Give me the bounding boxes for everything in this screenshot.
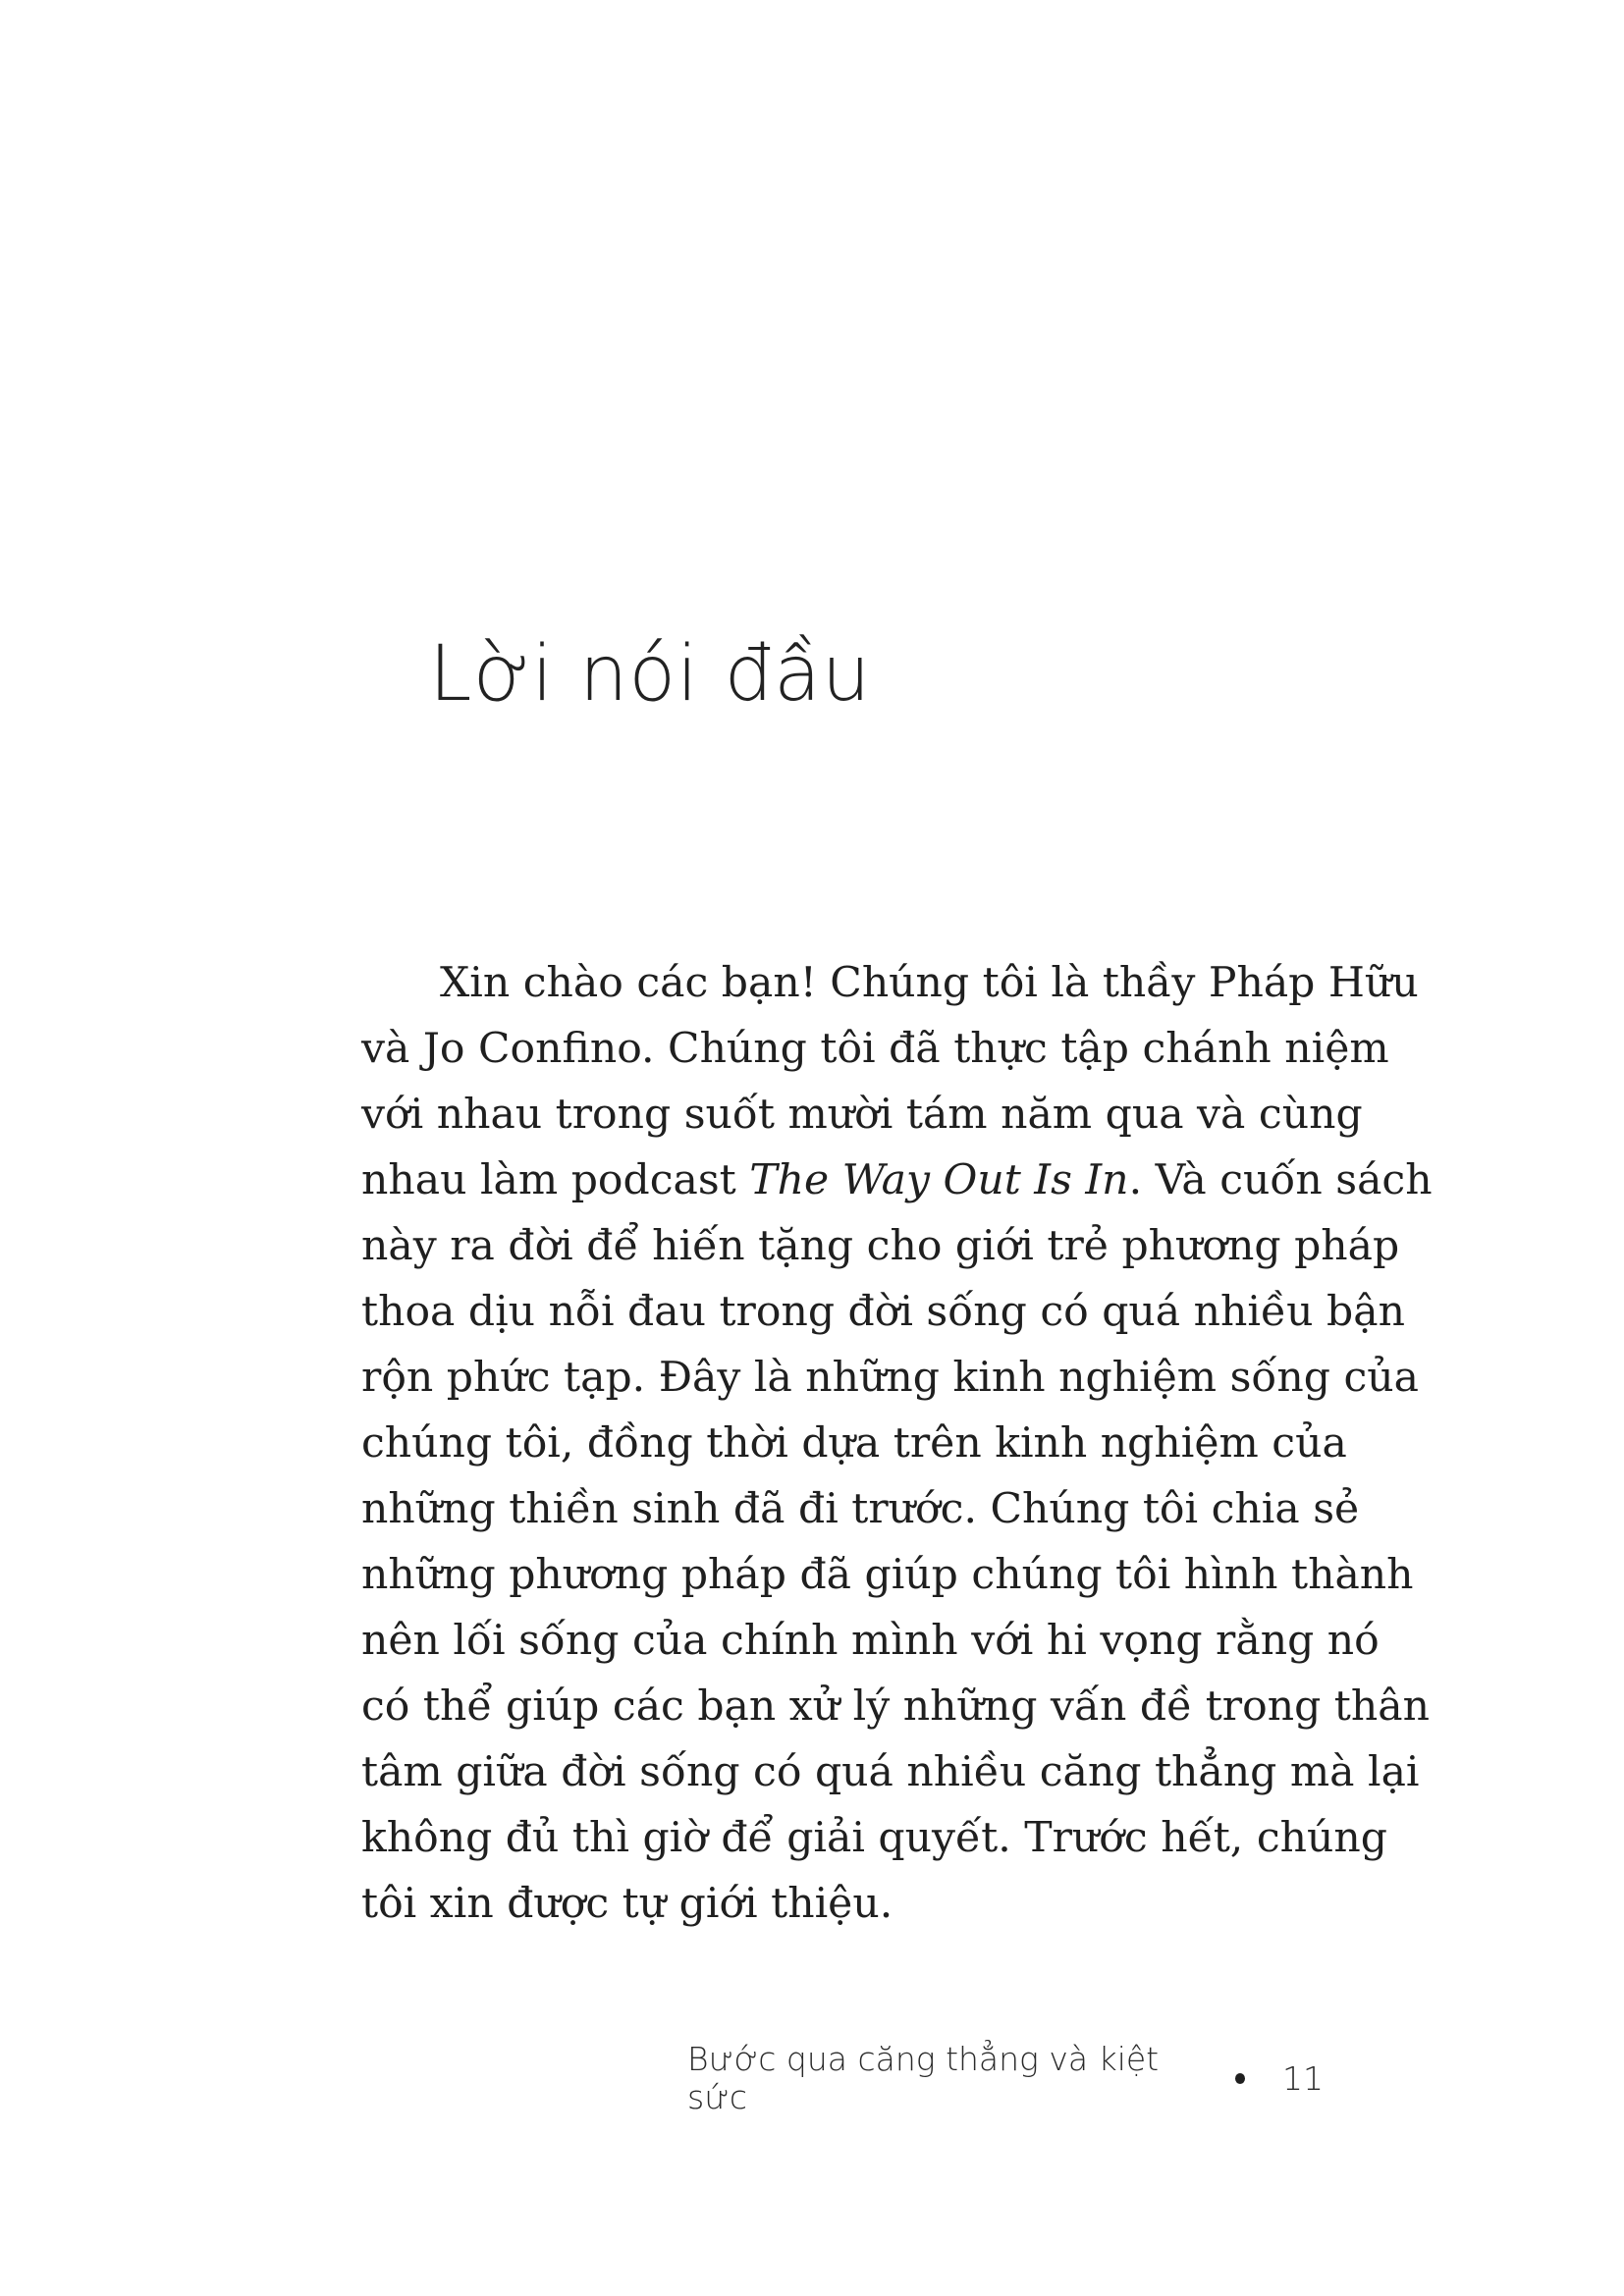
body-line: thoa dịu nỗi đau trong đời sống có quá nhiều bận (361, 1288, 1405, 1336)
body-text-segment: nhau làm podcast (361, 1156, 750, 1204)
chapter-title: Lời nói đầu (429, 630, 872, 719)
body-line: tôi xin được tự giới thiệu. (361, 1880, 893, 1928)
body-paragraph (361, 950, 1433, 1937)
body-line: nên lối sống của chính mình với hi vọng rằng nó (361, 1617, 1380, 1665)
page-footer (687, 2040, 1324, 2116)
podcast-title: The Way Out Is In (749, 1156, 1129, 1204)
body-line: với nhau trong suốt mười tám năm qua và cùng (361, 1091, 1363, 1139)
body-line: chúng tôi, đồng thời dựa trên kinh nghiệm của (361, 1419, 1347, 1468)
body-line: tâm giữa đời sống có quá nhiều căng thẳng mà lại (361, 1748, 1420, 1796)
body-line: này ra đời để hiến tặng cho giới trẻ phương pháp (361, 1222, 1400, 1270)
body-line: rộn phức tạp. Đây là những kinh nghiệm sống của (361, 1354, 1420, 1402)
bullet-separator-icon (1235, 2073, 1245, 2084)
body-line: và Jo Confino. Chúng tôi đã thực tập chánh niệm (361, 1025, 1389, 1073)
running-title: Bước qua căng thẳng và kiệt sức (687, 2040, 1160, 2116)
body-line (361, 1148, 1433, 1213)
body-line: những thiền sinh đã đi trước. Chúng tôi chia sẻ (361, 1485, 1360, 1533)
body-line: Xin chào các bạn! Chúng tôi là thầy Pháp Hữu (440, 959, 1419, 1007)
body-text-segment: . Và cuốn sách (1128, 1156, 1433, 1204)
body-line: có thể giúp các bạn xử lý những vấn đề trong thân (361, 1682, 1430, 1731)
body-line: những phương pháp đã giúp chúng tôi hình thành (361, 1551, 1414, 1599)
body-line: không đủ thì giờ để giải quyết. Trước hết, chúng (361, 1814, 1387, 1862)
page-number: 11 (1282, 2058, 1324, 2098)
